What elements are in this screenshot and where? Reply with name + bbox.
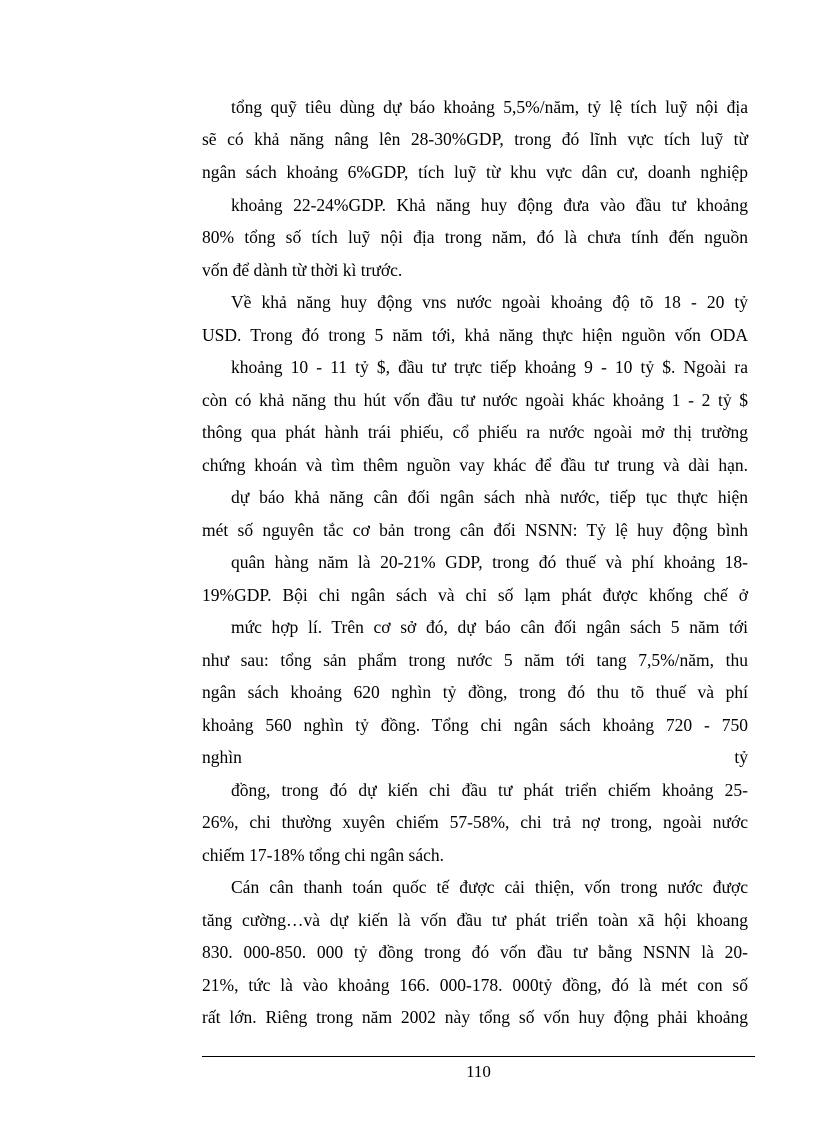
body-text-line: chiếm 17-18% tổng chi ngân sách. bbox=[202, 845, 445, 865]
body-text-line: còn có khả năng thu hút vốn đầu tư nước ngoài khác khoảng 1 - 2 tỷ $ bbox=[202, 390, 748, 410]
body-text-line: ngân sách khoảng 620 nghìn tỷ đồng, trong đó thu tõ thuế và phí bbox=[202, 682, 748, 702]
body-text-line: quân hàng năm là 20-21% GDP, trong đó thuế và phí khoảng 18- bbox=[231, 552, 748, 572]
body-text-line: mét số nguyên tắc cơ bản trong cân đối NSNN: Tỷ lệ huy động bình bbox=[202, 520, 748, 540]
body-text-line: tổng quỹ tiêu dùng dự báo khoảng 5,5%/năm, tỷ lệ tích luỹ nội địa bbox=[231, 97, 748, 117]
body-text-line: tăng cường…và dự kiến là vốn đầu tư phát triển toàn xã hội khoang bbox=[202, 910, 748, 930]
body-text-line: Về khả năng huy động vns nước ngoài khoảng độ tõ 18 - 20 tỷ bbox=[231, 292, 748, 312]
body-text-line: dự báo khả năng cân đối ngân sách nhà nước, tiếp tục thực hiện bbox=[231, 487, 748, 507]
body-text-line: 830. 000-850. 000 tỷ đồng trong đó vốn đầu tư bằng NSNN là 20- bbox=[202, 942, 748, 962]
body-text-line: như sau: tổng sản phẩm trong nước 5 năm tới tang 7,5%/năm, thu bbox=[202, 650, 748, 670]
body-text-line: mức hợp lí. Trên cơ sở đó, dự báo cân đối ngân sách 5 năm tới bbox=[231, 617, 748, 637]
body-text-line: rất lớn. Riêng trong năm 2002 này tổng số vốn huy động phải khoảng bbox=[202, 1007, 748, 1027]
body-text-line: Cán cân thanh toán quốc tế được cải thiện, vốn trong nước được bbox=[231, 877, 748, 897]
body-text-line: nghìn tỷ bbox=[202, 747, 748, 767]
body-text-line: khoảng 560 nghìn tỷ đồng. Tổng chi ngân sách khoảng 720 - 750 bbox=[202, 715, 748, 735]
body-text-line: đồng, trong đó dự kiến chi đầu tư phát triển chiếm khoảng 25- bbox=[231, 780, 748, 800]
body-text-line: ngân sách khoảng 6%GDP, tích luỹ từ khu vực dân cư, doanh nghiệp bbox=[202, 162, 748, 182]
body-text-line: khoảng 10 - 11 tỷ $, đầu tư trực tiếp khoảng 9 - 10 tỷ $. Ngoài ra bbox=[231, 357, 748, 377]
body-text-line: thông qua phát hành trái phiếu, cổ phiếu ra nước ngoài mở thị trường bbox=[202, 422, 748, 442]
body-text-line: USD. Trong đó trong 5 năm tới, khả năng thực hiện nguồn vốn ODA bbox=[202, 325, 748, 345]
body-text-line: vốn để dành từ thời kì trước. bbox=[202, 260, 403, 280]
body-text-line: sẽ có khả năng nâng lên 28-30%GDP, trong đó lĩnh vực tích luỹ từ bbox=[202, 129, 748, 149]
body-text-line: 26%, chi thường xuyên chiếm 57-58%, chi trả nợ trong, ngoài nước bbox=[202, 812, 748, 832]
body-text-line: khoảng 22-24%GDP. Khả năng huy động đưa vào đầu tư khoảng bbox=[231, 195, 748, 215]
body-text-line: 21%, tức là vào khoảng 166. 000-178. 000tỷ đồng, đó là mét con số bbox=[202, 975, 748, 995]
body-text-line: chứng khoán và tìm thêm nguồn vay khác để đầu tư trung và dài hạn. bbox=[202, 455, 748, 475]
body-text-line: 19%GDP. Bội chi ngân sách và chỉ số lạm phát được khống chế ở bbox=[202, 585, 748, 605]
footer-divider bbox=[202, 1056, 755, 1057]
page-number: 110 bbox=[466, 1062, 491, 1081]
body-text-line: 80% tổng số tích luỹ nội địa trong năm, đó là chưa tính đến nguồn bbox=[202, 227, 748, 247]
